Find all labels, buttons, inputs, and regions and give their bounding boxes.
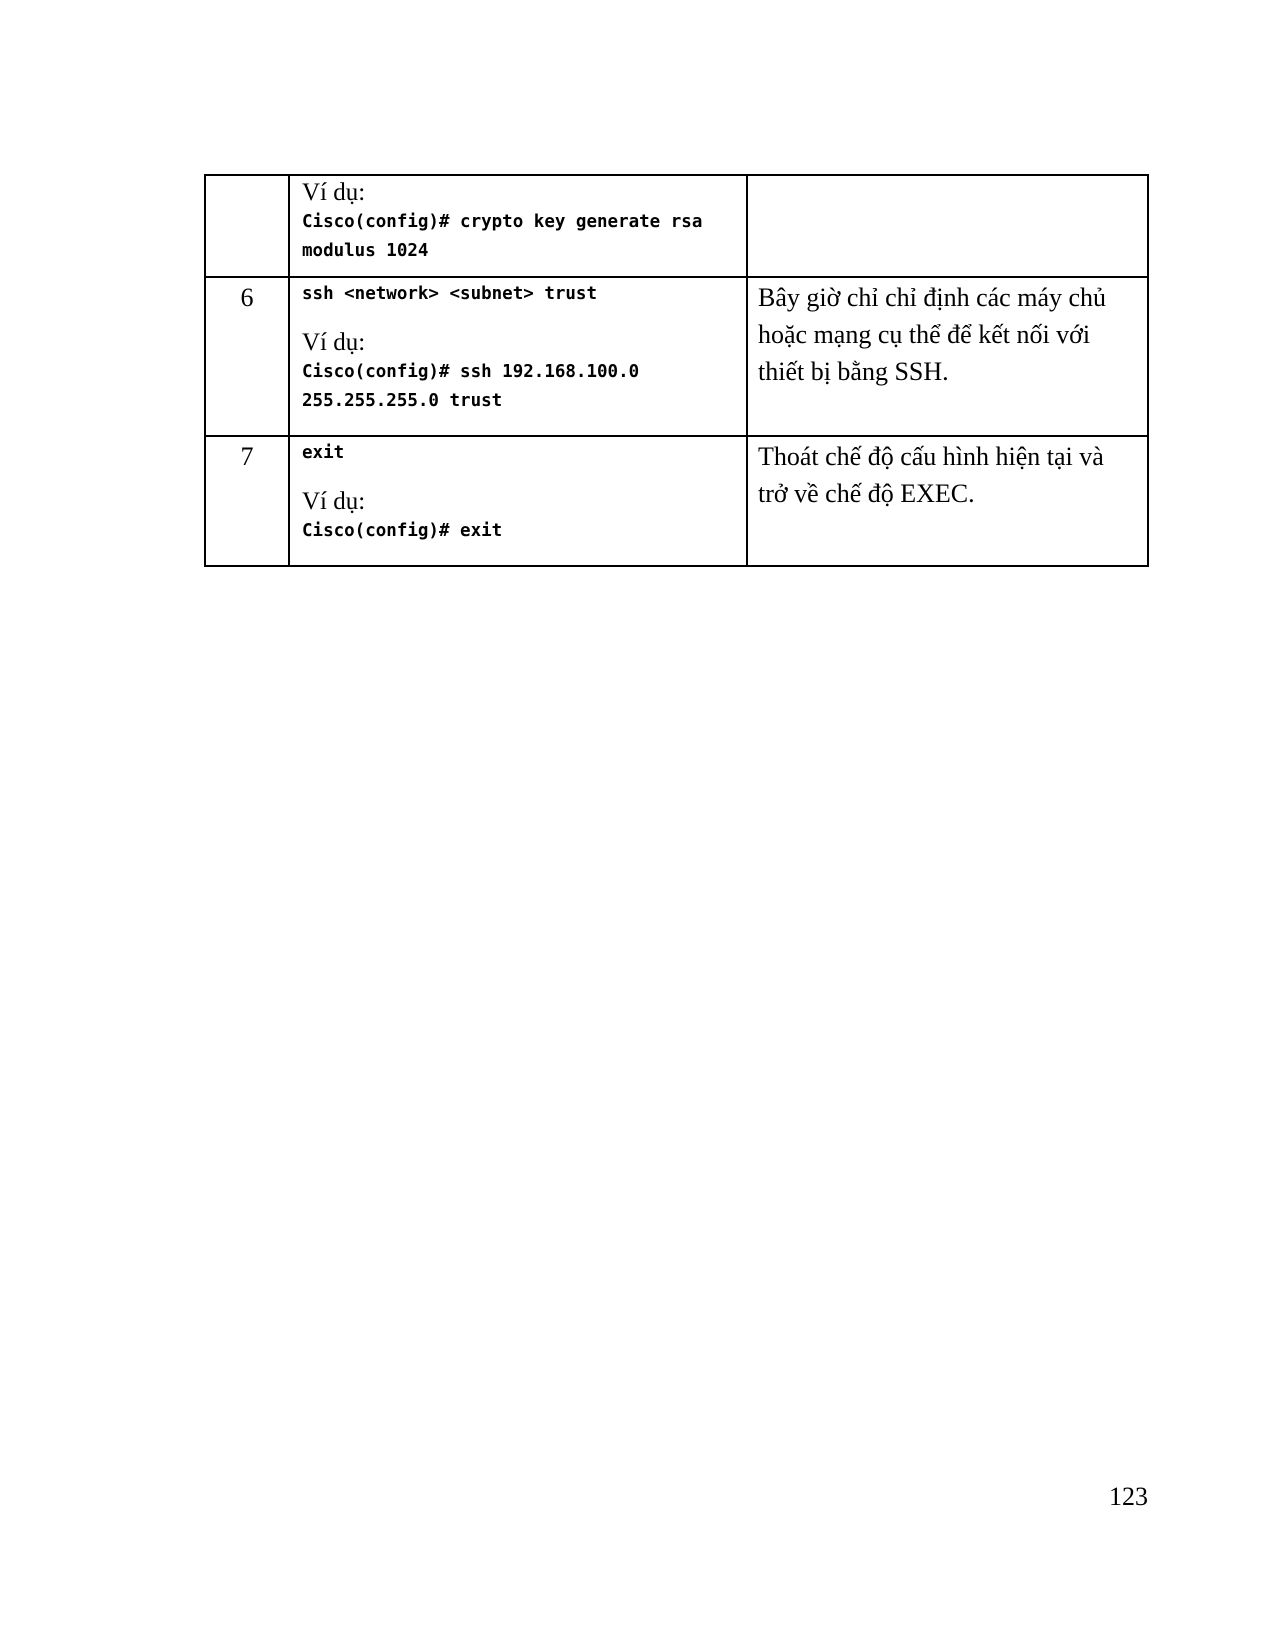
- example-line: modulus 1024: [302, 241, 429, 261]
- table-row: [205, 277, 1148, 436]
- command-cell: [289, 436, 747, 566]
- page-number: 123: [1109, 1482, 1148, 1511]
- step-number: [205, 175, 289, 277]
- command-cell: [289, 277, 747, 436]
- example-line: 255.255.255.0 trust: [302, 391, 503, 411]
- step-number: 7: [205, 436, 289, 566]
- command-cell: [289, 175, 747, 277]
- description-cell: Bây giờ chỉ chỉ định các máy chủ hoặc mạng cụ thể để kết nối với thiết bị bằng SSH.: [747, 277, 1148, 436]
- description-cell: [747, 175, 1148, 277]
- example-line: Cisco(config)# exit: [302, 521, 503, 541]
- example-label: Ví dụ:: [302, 488, 366, 515]
- example-line: Cisco(config)# crypto key generate rsa: [302, 212, 703, 232]
- command-syntax: ssh <network> <subnet> trust: [302, 284, 598, 304]
- table-row: [205, 436, 1148, 566]
- command-syntax: exit: [302, 443, 345, 463]
- example-line: Cisco(config)# ssh 192.168.100.0: [302, 362, 640, 382]
- example-label: Ví dụ:: [302, 179, 366, 206]
- step-number: 6: [205, 277, 289, 436]
- example-label: Ví dụ:: [302, 329, 366, 356]
- description-cell: Thoát chế độ cấu hình hiện tại và trở về chế độ EXEC.: [747, 436, 1148, 566]
- command-table: [204, 174, 1149, 567]
- table-row: [205, 175, 1148, 277]
